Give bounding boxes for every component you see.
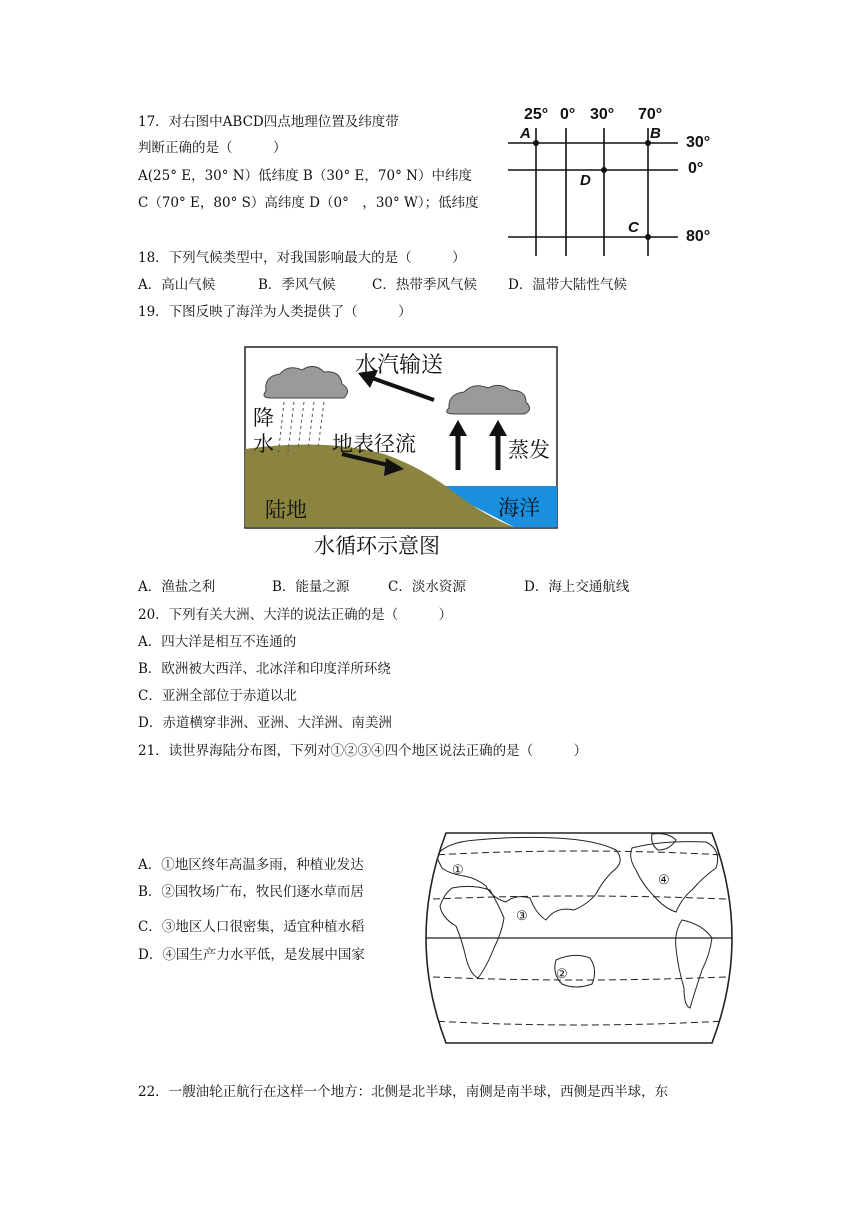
- vapor-transport-label: 水汽输送: [355, 353, 444, 378]
- lat-lon-grid-figure: [500, 100, 730, 260]
- grid-top-label-3: 30°: [590, 106, 615, 123]
- q19-option-d: D．海上交通航线: [524, 579, 630, 595]
- grid-top-label-4: 70°: [638, 106, 663, 123]
- grid-right-label-1: 30°: [686, 134, 711, 151]
- q19-option-b: B．能量之源: [272, 579, 350, 595]
- land-label: 陆地: [265, 498, 307, 522]
- q21-option-b: B．②国牧场广布，牧民们逐水草而居: [138, 884, 364, 900]
- evaporation-label: 蒸发: [508, 438, 550, 462]
- q21-option-a: A．①地区终年高温多雨，种植业发达: [138, 857, 364, 873]
- q20-stem: 20．下列有关大洲、大洋的说法正确的是（ ）: [138, 607, 453, 623]
- map-marker-3: ③: [516, 909, 528, 924]
- q20-option-d: D．赤道横穿非洲、亚洲、大洋洲、南美洲: [138, 715, 392, 731]
- water-cycle-figure: [244, 346, 559, 560]
- q18-option-d: D．温带大陆性气候: [508, 277, 627, 293]
- grid-point-b: B: [650, 125, 661, 142]
- q18-option-c: C．热带季风气候: [372, 277, 477, 293]
- map-marker-2: ②: [556, 967, 568, 982]
- grid-right-label-3: 80°: [686, 228, 711, 245]
- q17-option-line4: C（70° E，80° S）高纬度 D（0° ，30° W）；低纬度: [138, 195, 479, 211]
- q20-option-a: A．四大洋是相互不连通的: [138, 634, 297, 650]
- grid-point-c: C: [628, 219, 639, 236]
- q19-stem: 19．下图反映了海洋为人类提供了（ ）: [138, 304, 412, 320]
- grid-right-label-2: 0°: [688, 160, 704, 177]
- q22-stem: 22．一艘油轮正航行在这样一个地方：北侧是北半球，南侧是南半球，西侧是西半球，东: [138, 1084, 669, 1100]
- q19-option-a: A．渔盐之利: [138, 579, 216, 595]
- world-map-figure: [406, 828, 752, 1048]
- q18-option-b: B．季风气候: [258, 277, 336, 293]
- water-cycle-caption: 水循环示意图: [314, 534, 440, 558]
- precipitation-label-2: 水: [253, 432, 274, 456]
- q18-stem: 18．下列气候类型中，对我国影响最大的是（ ）: [138, 250, 466, 266]
- grid-top-label-1: 25°: [524, 106, 549, 123]
- grid-point-a: A: [520, 125, 531, 142]
- q20-option-b: B．欧洲被大西洋、北冰洋和印度洋所环绕: [138, 661, 391, 677]
- q17-stem-line2: 判断正确的是（ ）: [138, 140, 287, 156]
- q18-option-a: A．高山气候: [138, 277, 216, 293]
- q19-option-c: C．淡水资源: [388, 579, 466, 595]
- q20-option-c: C．亚洲全部位于赤道以北: [138, 688, 297, 704]
- surface-runoff-label: 地表径流: [332, 432, 416, 456]
- grid-top-label-2: 0°: [560, 106, 576, 123]
- q21-option-d: D．④国生产力水平低，是发展中国家: [138, 947, 365, 963]
- ocean-label: 海洋: [498, 496, 540, 520]
- precipitation-label-1: 降: [253, 406, 274, 430]
- map-marker-1: ①: [452, 863, 464, 878]
- q21-stem: 21．读世界海陆分布图，下列对①②③④四个地区说法正确的是（ ）: [138, 743, 588, 759]
- world-map-drawing: [406, 828, 752, 1048]
- q21-option-c: C．③地区人口很密集，适宜种植水稻: [138, 919, 365, 935]
- q17-stem-line1: 17．对右图中ABCD四点地理位置及纬度带: [138, 114, 399, 130]
- q17-option-line3: A(25° E，30° N）低纬度 B（30° E，70° N）中纬度: [138, 168, 472, 184]
- map-marker-4: ④: [658, 873, 670, 888]
- grid-point-d: D: [580, 172, 591, 189]
